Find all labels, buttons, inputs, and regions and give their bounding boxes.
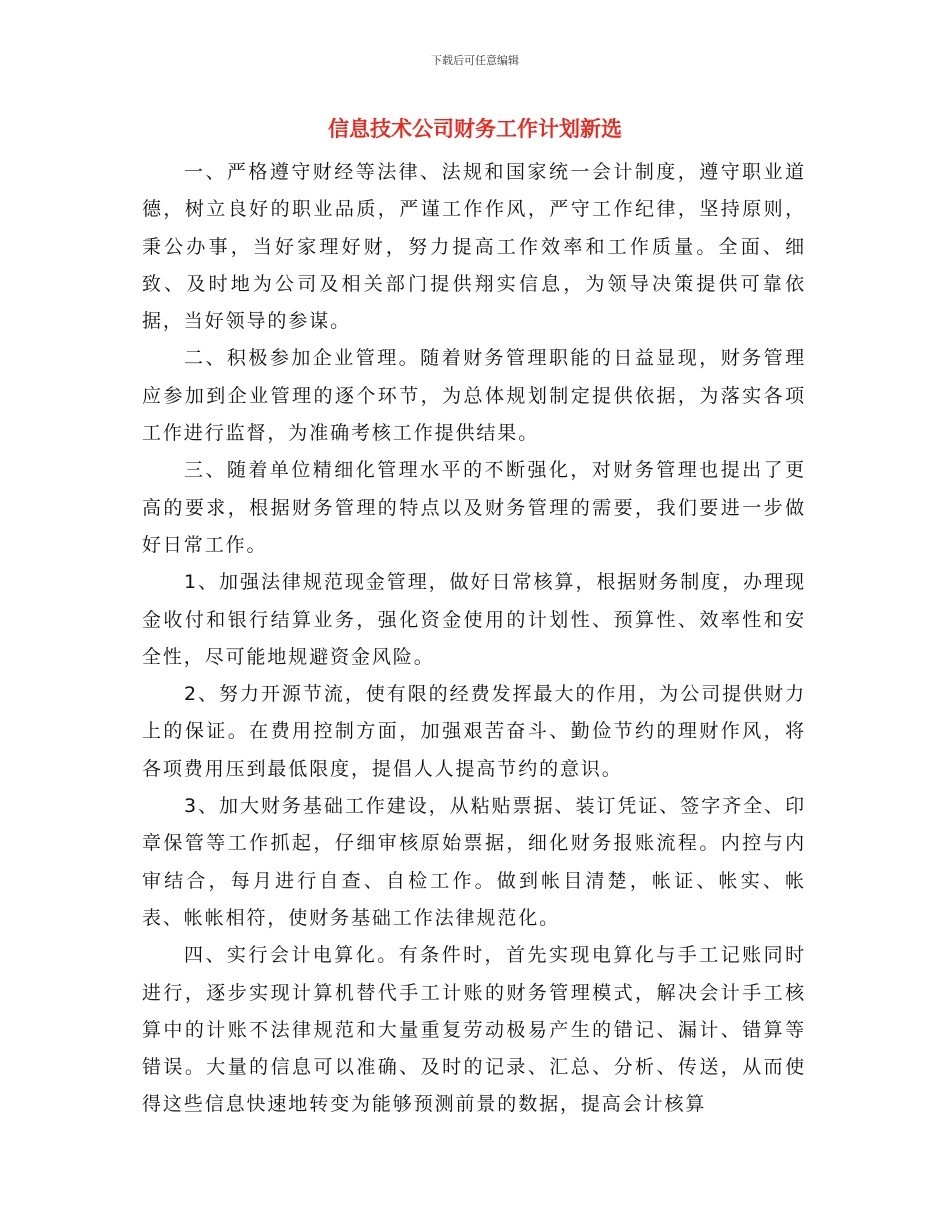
paragraph-4: 1、加强法律规范现金管理，做好日常核算，根据财务制度，办理现金收付和银行结算业务，强化资金使用的计划性、预算性、效率性和安全性，尽可能地规避资金风险。 [142,571,806,668]
paragraph-6: 3、加大财务基础工作建设，从粘贴票据、装订凭证、签字齐全、印章保管等工作抓起，仔细审核原始票据，细化财务报账流程。内控与内审结合，每月进行自查、自检工作。做到帐目清楚，帐证、帐实、帐表、帐帐相符，使财务基础工作法律规范化。 [142,795,806,929]
header-note: 下载后可任意编辑 [431,54,519,67]
paragraph-1: 一、严格遵守财经等法律、法规和国家统一会计制度，遵守职业道德，树立良好的职业品质，严谨工作作风，严守工作纪律，坚持原则，秉公办事，当好家理好财，努力提高工作效率和工作质量。全面、细致、及时地为公司及相关部门提供翔实信息，为领导决策提供可靠依据，当好领导的参谋。 [142,161,806,333]
paragraph-3: 三、随着单位精细化管理水平的不断强化，对财务管理也提出了更高的要求，根据财务管理的特点以及财务管理的需要，我们要进一步做好日常工作。 [142,459,806,556]
paragraph-5: 2、努力开源节流，使有限的经费发挥最大的作用，为公司提供财力上的保证。在费用控制方面，加强艰苦奋斗、勤俭节约的理财作风，将各项费用压到最低限度，提倡人人提高节约的意识。 [142,683,806,780]
document-body [142,154,806,1124]
document-title: 信息技术公司财务工作计划新选 [328,117,622,141]
paragraph-2: 二、积极参加企业管理。随着财务管理职能的日益显现，财务管理应参加到企业管理的逐个环节，为总体规划制定提供依据，为落实各项工作进行监督，为准确考核工作提供结果。 [142,347,806,445]
paragraph-7: 四、实行会计电算化。有条件时，首先实现电算化与手工记账同时进行，逐步实现计算机替代手工计账的财务管理模式，解决会计手工核算中的计账不法律规范和大量重复劳动极易产生的错记、漏计、错算等错误。大量的信息可以准确、及时的记录、汇总、分析、传送，从而使得这些信息快速地转变为能够预测前景的数据，提高会计核算 [142,944,806,1116]
